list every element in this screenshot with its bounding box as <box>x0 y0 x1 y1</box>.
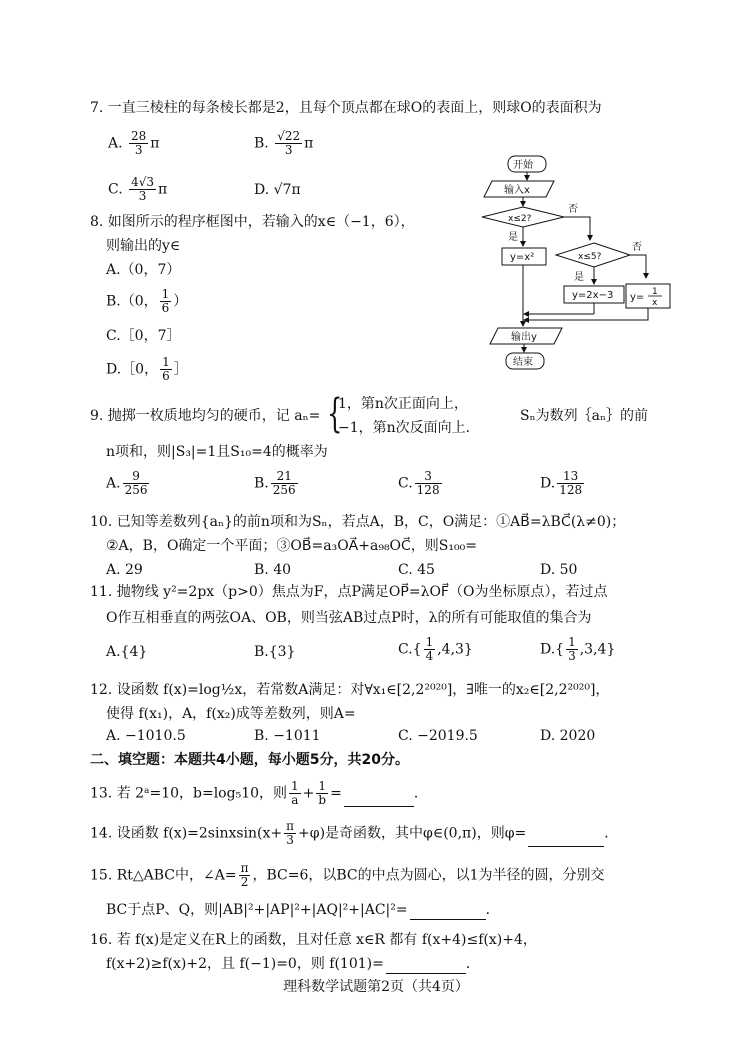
q11-option-c: C.{ $\frac{1}{4}$ ,4,3} <box>398 635 473 663</box>
flow-yes1-label: 是 <box>508 232 518 243</box>
q7-option-c: C. $\frac{4√3}{3}$ π <box>108 175 168 203</box>
flow-box3-num: 1 <box>652 287 658 297</box>
q11-option-d: D.{ $\frac{1}{3}$ ,3,4} <box>540 635 616 663</box>
q16-answer-blank[interactable] <box>386 959 466 974</box>
q14-answer-blank[interactable] <box>528 832 604 847</box>
q15-line2: BC于点P、Q，则|AB|²+|AP|²+|AQ|²+|AC|²= ． <box>106 902 500 918</box>
q11-stem-line1: 11. 抛物线 y²=2px（p>0）焦点为F，点P满足OP⃗=λOF⃗（O为坐标原点），若过点 <box>90 584 608 600</box>
q10-stem-line1: 10. 已知等差数列{aₙ}的前n项和为Sₙ，若点A，B，C，O满足：①AB⃗=λBC⃗(λ≠0)； <box>90 514 626 530</box>
flow-no2-label: 否 <box>632 242 642 253</box>
q16-line2: f(x+2)≥f(x)+2，且 f(−1)=0，则 f(101)= ． <box>106 956 480 972</box>
q9-option-c: C. $\frac{3}{128}$ <box>398 469 440 497</box>
q7-option-b: B. $\frac{√22}{3}$ π <box>254 129 314 157</box>
flow-box1-label: y=x² <box>510 252 535 263</box>
q9-brace: { <box>327 391 343 437</box>
flow-box3-den: x <box>652 298 658 308</box>
q10-option-c: C. 45 <box>398 562 435 578</box>
q10-option-b: B. 40 <box>254 562 292 578</box>
flow-yes2-label: 是 <box>574 272 584 283</box>
program-flowchart <box>478 150 678 375</box>
q8-option-b: B.（0， $\frac{1}{6}$ ） <box>106 287 188 315</box>
flow-no1-label: 否 <box>568 204 578 215</box>
q9-case2: −1，第n次反面向上． <box>338 420 480 436</box>
q13-answer-blank[interactable] <box>344 792 414 807</box>
q10-stem-line2: ②A，B，O确定一个平面；③OB⃗=a₃OA⃗+a₉₈OC⃗，则S₁₀₀= <box>106 538 477 554</box>
q14-line: 14. 设函数 f(x)=2sinxsin(x+ $\frac{\pi}{3}$ +φ)是奇函数，其中φ∈(0,π)，则φ= ． <box>90 819 619 847</box>
q8-stem-line1: 8. 如图所示的程序框图中，若输入的x∈（−1，6）， <box>90 214 415 230</box>
q9-stem-line2: n项和，则|S₃|=1且S₁₀=4的概率为 <box>106 444 328 460</box>
flow-box2-label: y=2x−3 <box>572 290 614 301</box>
q11-option-b: B.{3} <box>254 644 296 660</box>
q7-option-a: A. $\frac{28}{3}$ π <box>108 129 160 157</box>
q8-option-a: A.（0，7） <box>106 262 181 278</box>
q9-stem-post: Sₙ为数列｛aₙ｝的前 <box>520 408 649 424</box>
flow-end-label: 结束 <box>513 357 533 368</box>
q9-option-b: B. $\frac{21}{256}$ <box>254 469 296 497</box>
flow-cond1-label: x≤2? <box>508 214 532 224</box>
flow-start-label: 开始 <box>513 160 533 171</box>
q10-option-d: D. 50 <box>540 562 578 578</box>
flow-box3-prefix: y= <box>630 292 645 303</box>
section-fill-in-heading: 二、填空题：本题共4小题，每小题5分，共20分。 <box>90 752 409 768</box>
q8-stem-line2: 则输出的y∈ <box>106 238 181 254</box>
flow-cond2-label: x≤5? <box>578 252 602 262</box>
q7-stem: 7. 一直三棱柱的每条棱长都是2，且每个顶点都在球O的表面上，则球O的表面积为 <box>90 100 602 116</box>
q15-answer-blank[interactable] <box>410 905 486 920</box>
q8-option-d: D.［0， $\frac{1}{6}$ ］ <box>106 355 188 383</box>
q12-stem-line1: 12. 设函数 f(x)=log½x，若常数A满足：对∀x₁∈[2,2²⁰²⁰]，∃唯一的x₂∈[2,2²⁰²⁰]， <box>90 682 610 698</box>
q9-case1: 1，第n次正面向上， <box>338 396 468 412</box>
flow-output-label: 输出y <box>511 332 537 343</box>
q12-option-c: C. −2019.5 <box>398 728 478 744</box>
q15-line1: 15. Rt△ABC中，∠A= $\frac{\pi}{2}$ ，BC=6，以BC的中点为圆心，以1为半径的圆，分别交 <box>90 861 605 889</box>
q7-option-d: D. √7π <box>254 182 301 198</box>
q16-line1: 16. 若 f(x)是定义在R上的函数，且对任意 x∈R 都有 f(x+4)≤f(x)+4， <box>90 932 537 948</box>
q10-option-a: A. 29 <box>106 562 143 578</box>
page-footer: 理科数学试题第2页（共4页） <box>283 979 469 995</box>
q12-stem-line2: 使得 f(x₁)，A，f(x₂)成等差数列，则A= <box>106 706 356 722</box>
flow-input-label: 输入x <box>504 185 530 196</box>
q11-option-a: A.{4} <box>106 644 148 660</box>
q12-option-a: A. −1010.5 <box>106 728 186 744</box>
q9-option-d: D. $\frac{13}{128}$ <box>540 469 583 497</box>
q13-line: 13. 若 2ᵃ=10，b=log₅10，则 $\frac{1}{a}$ + $\frac{1}{b}$ = ． <box>90 779 428 807</box>
q11-stem-line2: O作互相垂直的两弦OA、OB，则当弦AB过点P时，λ的所有可能取值的集合为 <box>106 610 592 626</box>
q9-option-a: A. $\frac{9}{256}$ <box>106 469 148 497</box>
q8-option-c: C.［0，7］ <box>106 328 181 344</box>
q12-option-d: D. 2020 <box>540 728 596 744</box>
q12-option-b: B. −1011 <box>254 728 321 744</box>
q9-stem-pre: 9. 抛掷一枚质地均匀的硬币，记 aₙ= <box>90 408 321 424</box>
